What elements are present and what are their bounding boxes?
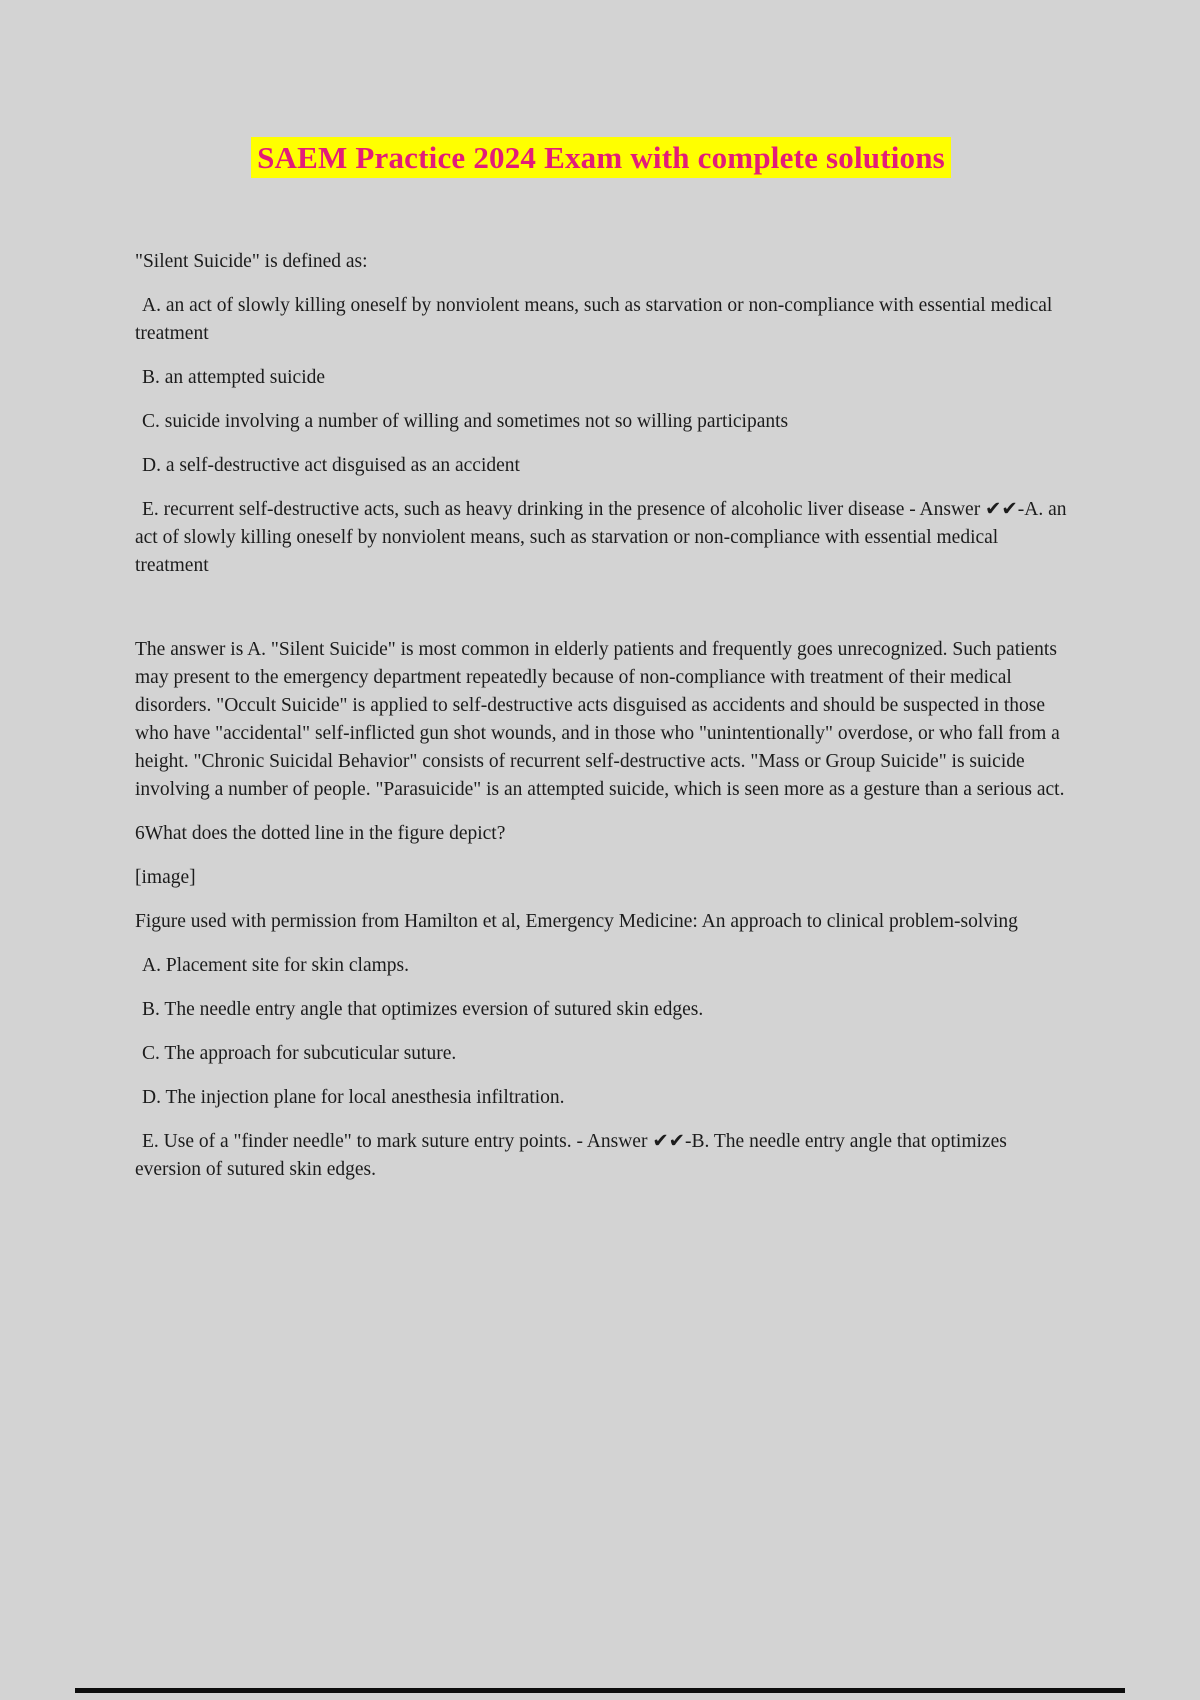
question-2-option-b: B. The needle entry angle that optimizes eversion of sutured skin edges. [142,999,704,1021]
question-2-option-d: D. The injection plane for local anesthesia infiltration. [142,1087,565,1109]
page-divider [75,1688,1125,1693]
page-title: SAEM Practice 2024 Exam with complete solutions [251,137,951,178]
question-1-option-e-answer: E. recurrent self-destructive acts, such as heavy drinking in the presence of alcoholic liver disease - Answer ✔✔-A. an act of slowly killing oneself by nonviolent means, such as starvation or non-compliance with essential medical treatment [135,499,1067,577]
question-2-figure-credit: Figure used with permission from Hamilton et al, Emergency Medicine: An approach to clinical problem-solving [135,911,1018,933]
question-1-explanation: The answer is A. "Silent Suicide" is most common in elderly patients and frequently goes unrecognized. Such patients may present to the emergency department repeatedly because of non-compliance with treatment of their medical disorders. "Occult Suicide" is applied to self-destructive acts disguised as accidents and should be suspected in those who have "accidental" self-inflicted gun shot wounds, and in those who "unintentionally" overdose, or who fall from a height. "Chronic Suicidal Behavior" consists of recurrent self-destructive acts. "Mass or Group Suicide" is suicide involving a number of people. "Parasuicide" is an attempted suicide, which is seen more as a gesture than a serious act. [135,639,1065,801]
question-2-prompt: 6What does the dotted line in the figure depict? [135,823,506,845]
question-1-option-b: B. an attempted suicide [142,367,326,389]
document-page [135,0,1067,1184]
question-2-image-placeholder: [image] [135,867,196,889]
question-2-option-e-answer: E. Use of a "finder needle" to mark suture entry points. - Answer ✔✔-B. The needle entry angle that optimizes eversion of sutured skin edges. [135,1131,1007,1181]
question-2-option-a: A. Placement site for skin clamps. [142,955,409,977]
question-2-option-c: C. The approach for subcuticular suture. [142,1043,457,1065]
question-1-option-c: C. suicide involving a number of willing and sometimes not so willing participants [142,411,789,433]
title-container [135,138,1067,178]
question-1-prompt: "Silent Suicide" is defined as: [135,251,368,273]
question-1-option-d: D. a self-destructive act disguised as an accident [142,455,520,477]
question-1-option-a: A. an act of slowly killing oneself by nonviolent means, such as starvation or non-compliance with essential medical treatment [135,295,1053,345]
